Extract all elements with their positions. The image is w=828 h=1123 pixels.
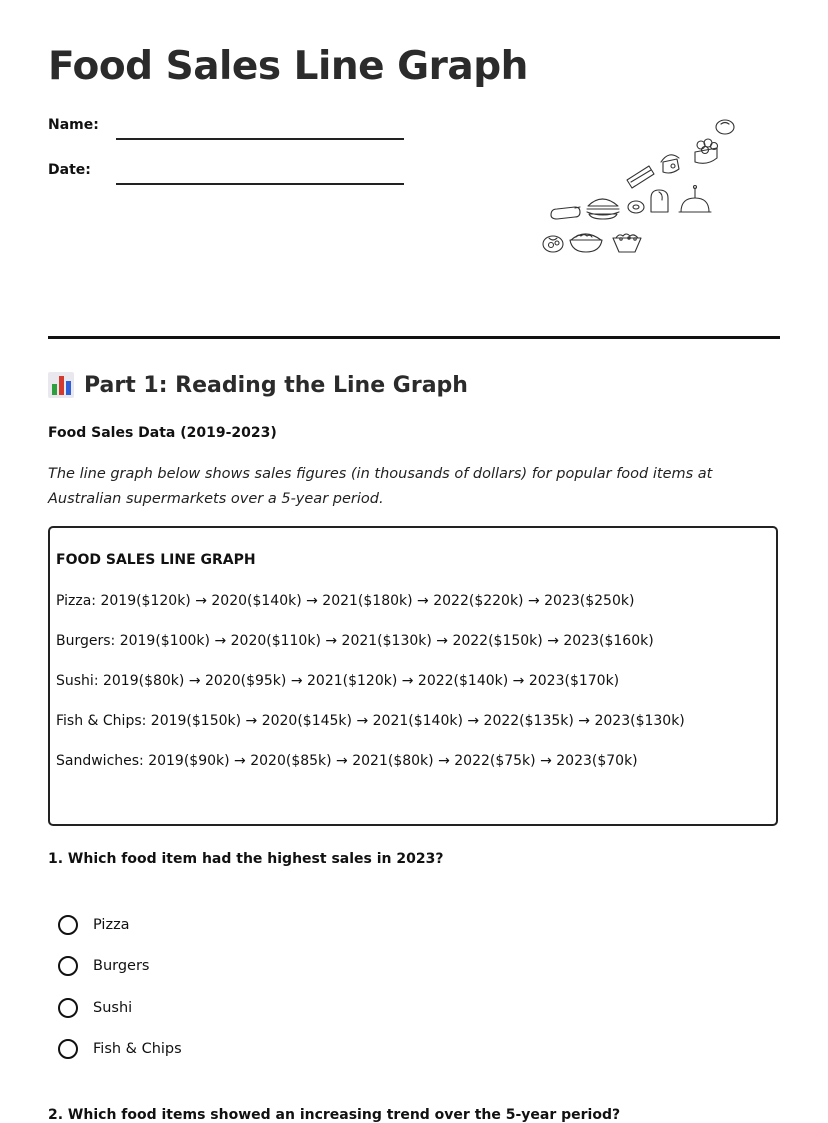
name-field[interactable] <box>116 138 404 140</box>
food-sales-data-box <box>48 526 778 826</box>
intro-text: The line graph below shows sales figures (in thousands of dollars) for popular food items at Australian supermarkets over a 5-year period. <box>48 466 713 507</box>
q1-option-burgers[interactable] <box>58 956 150 976</box>
data-box-title: FOOD SALES LINE GRAPH <box>56 552 256 568</box>
radio-button[interactable] <box>58 1039 78 1059</box>
q1-option-fish-and-chips[interactable] <box>58 1039 182 1059</box>
question-2: 2. Which food items showed an increasing trend over the 5-year period? <box>48 1107 621 1123</box>
food-items-doodle-icon <box>535 112 745 262</box>
section-divider <box>48 336 780 339</box>
data-line-sushi: Sushi: 2019($80k) → 2020($95k) → 2021($120k) → 2022($140k) → 2023($170k) <box>56 673 620 689</box>
option-label: Pizza <box>93 917 130 933</box>
data-line-sandwiches: Sandwiches: 2019($90k) → 2020($85k) → 2021($80k) → 2022($75k) → 2023($70k) <box>56 753 638 769</box>
option-label: Burgers <box>93 958 150 974</box>
data-heading: Food Sales Data (2019-2023) <box>48 425 277 441</box>
question-1: 1. Which food item had the highest sales in 2023? <box>48 851 444 867</box>
data-line-burgers: Burgers: 2019($100k) → 2020($110k) → 2021($130k) → 2022($150k) → 2023($160k) <box>56 633 654 649</box>
page-title: Food Sales Line Graph <box>48 44 528 89</box>
data-line-pizza: Pizza: 2019($120k) → 2020($140k) → 2021($180k) → 2022($220k) → 2023($250k) <box>56 593 635 609</box>
radio-button[interactable] <box>58 998 78 1018</box>
part1-heading-text: Part 1: Reading the Line Graph <box>84 372 468 398</box>
q1-option-sushi[interactable] <box>58 998 132 1018</box>
option-label: Sushi <box>93 1000 133 1016</box>
q1-option-pizza[interactable] <box>58 915 130 935</box>
date-label: Date: <box>48 162 91 178</box>
radio-button[interactable] <box>58 956 78 976</box>
part1-heading <box>48 372 468 398</box>
option-label: Fish & Chips <box>93 1041 182 1057</box>
bar-chart-icon <box>48 372 74 398</box>
date-field[interactable] <box>116 183 404 185</box>
data-line-fish-and-chips: Fish & Chips: 2019($150k) → 2020($145k) → 2021($140k) → 2022($135k) → 2023($130k) <box>56 713 685 729</box>
name-label: Name: <box>48 117 99 133</box>
radio-button[interactable] <box>58 915 78 935</box>
